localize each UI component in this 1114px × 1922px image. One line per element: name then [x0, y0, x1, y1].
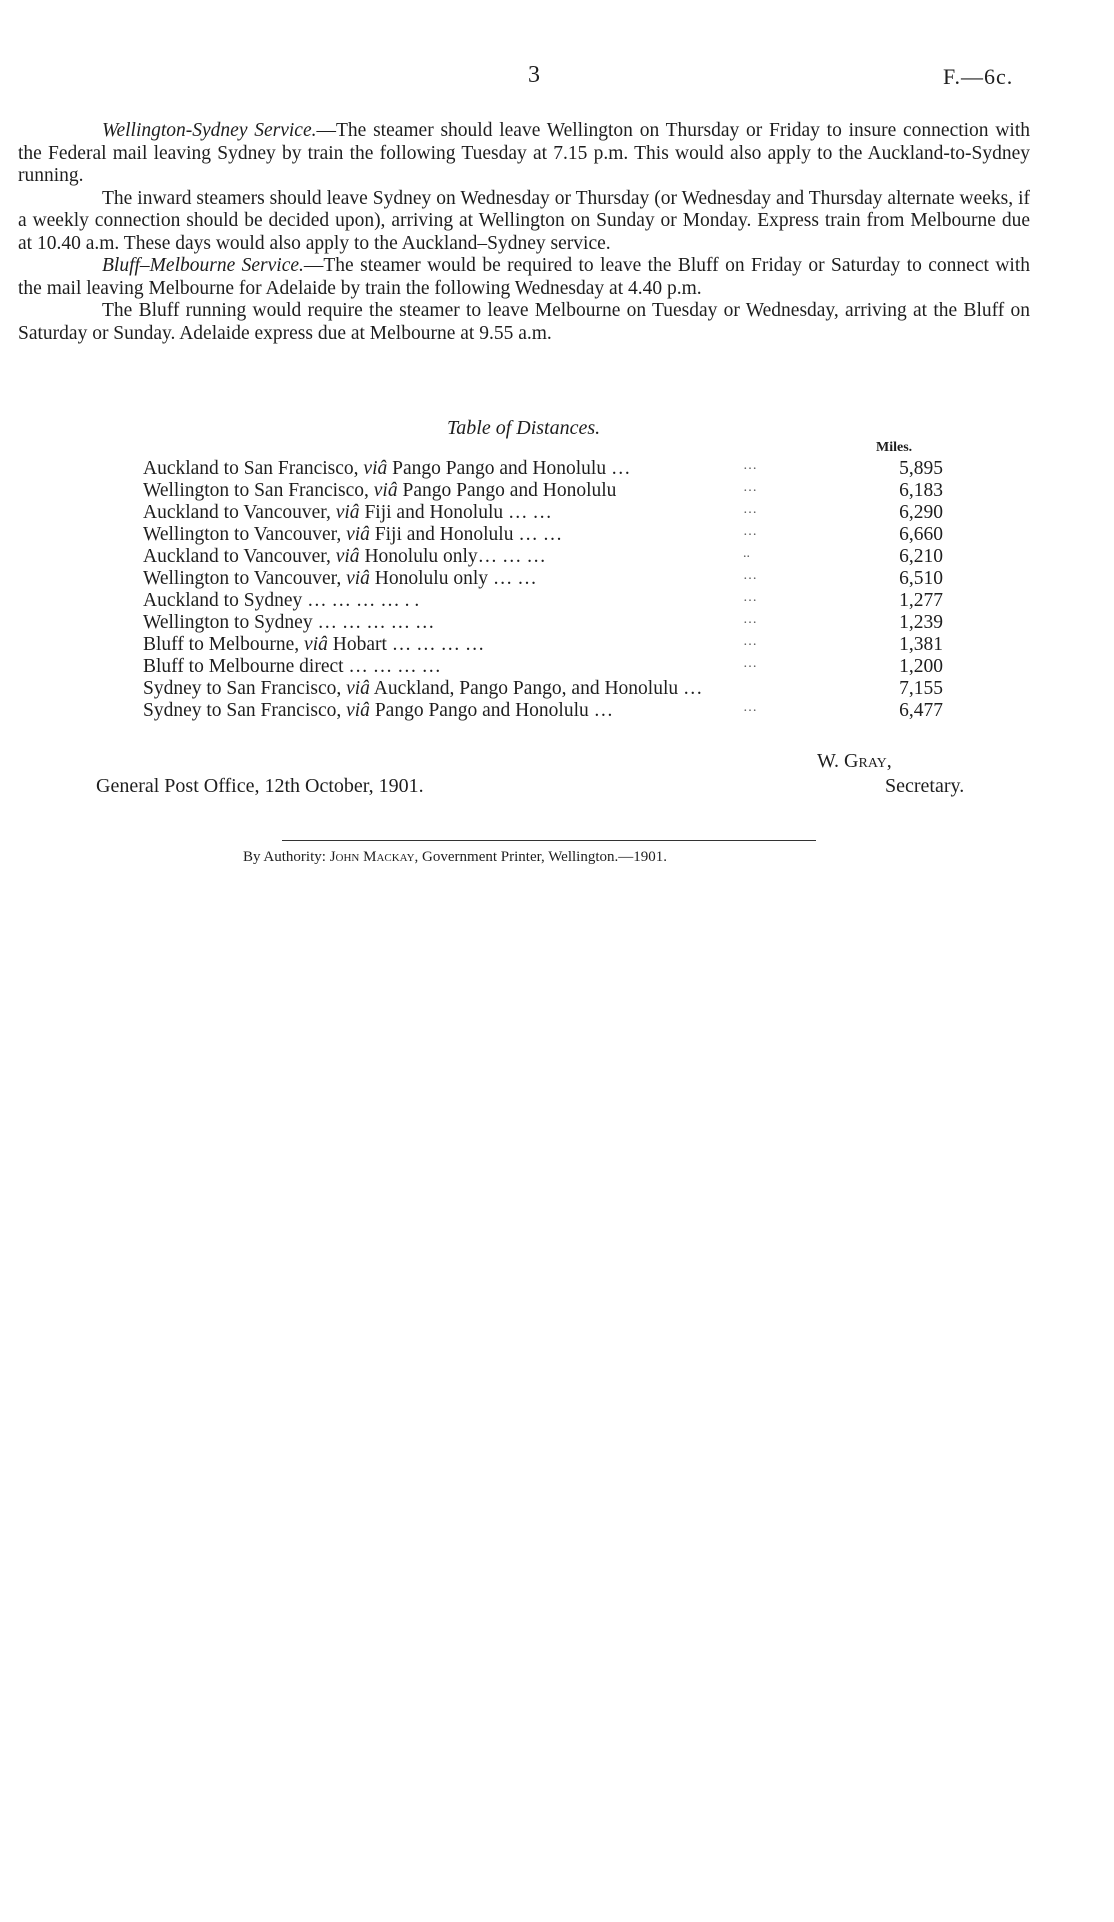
route-text: Wellington to Sydney … … … … …: [143, 612, 435, 633]
route-via: viâ: [335, 502, 360, 523]
route-label: [143, 678, 703, 700]
leader-dots: …: [743, 458, 757, 473]
route-label: [143, 590, 419, 612]
route-text: Auckland to San Francisco,: [143, 458, 364, 479]
route-text: Sydney to San Francisco,: [143, 678, 347, 699]
route-via: viâ: [363, 458, 388, 479]
route-text: Auckland, Pango Pango, and Honolulu …: [369, 678, 703, 699]
paragraph-bluff-melbourne: [18, 255, 1030, 300]
paragraph-text: —The steamer would be required to leave the Bluff on Friday or Saturday to connect with the mail leaving Melbourne for Adelaide by train the following Wednesday at 4.40 p.m.: [18, 255, 1030, 299]
distance-miles: 5,895: [899, 458, 943, 479]
table-caption: Table of Distances.: [447, 417, 601, 439]
route-label: [143, 546, 546, 568]
leader-dots: …: [743, 634, 757, 649]
imprint-suffix: Government Printer, Wellington.—1901.: [418, 849, 668, 865]
leader-dots: …: [743, 568, 757, 583]
distance-miles: 6,290: [899, 502, 943, 523]
imprint-prefix: By Authority:: [243, 849, 330, 865]
table-row: [143, 656, 943, 678]
distance-miles: 1,277: [899, 590, 943, 611]
route-label: [143, 502, 552, 524]
signatory-title: Secretary.: [885, 775, 965, 797]
route-label: [143, 656, 441, 678]
leader-dots: …: [743, 524, 757, 539]
office-date-line: General Post Office, 12th October, 1901.: [96, 775, 424, 797]
document-reference: F.—6c.: [943, 64, 1014, 89]
signatory-name: [817, 750, 892, 773]
distance-miles: 6,660: [899, 524, 943, 545]
route-text: Sydney to San Francisco,: [143, 700, 347, 721]
route-via: viâ: [346, 700, 370, 721]
distance-miles: 6,510: [899, 568, 943, 589]
imprint-printer: John Mackay,: [329, 849, 419, 865]
leader-dots: …: [743, 480, 757, 495]
route-text: Wellington to Vancouver,: [143, 524, 347, 545]
leader-dots: …: [743, 612, 757, 627]
route-via: viâ: [335, 546, 360, 567]
table-row: [143, 612, 943, 634]
paragraph-bluff-running: [18, 300, 1030, 345]
table-row: [143, 546, 943, 568]
paragraph-wellington-sydney: [18, 120, 1030, 188]
paragraph-inward-steamers: [18, 188, 1030, 256]
route-text: Bluff to Melbourne,: [143, 634, 305, 655]
distance-miles: 6,210: [899, 546, 943, 567]
route-text: Wellington to Vancouver,: [143, 568, 347, 589]
route-label: [143, 568, 537, 590]
route-text: Fiji and Honolulu … …: [369, 524, 563, 545]
paragraph-lead: Bluff–Melbourne Service.: [102, 255, 304, 276]
table-row: [143, 634, 943, 656]
distance-miles: 1,239: [899, 612, 943, 633]
route-text: Pango Pango and Honolulu …: [369, 700, 614, 721]
printer-imprint: [243, 849, 667, 866]
page-number: 3: [528, 62, 540, 88]
distance-miles: 6,183: [899, 480, 943, 501]
route-text: Wellington to San Francisco,: [143, 480, 374, 501]
route-text: Auckland to Vancouver,: [143, 546, 336, 567]
paragraph-text: The inward steamers should leave Sydney on Wednesday or Thursday (or Wednesday and Thursday alternate weeks, if a weekly connection should be decided upon), arriving at Wellington on Sunday or Monday. Express train from Melbourne due at 10.40 a.m. These days would also apply to the Auckland–Sydney service.: [18, 187, 1030, 254]
route-text: Fiji and Honolulu … …: [359, 502, 552, 523]
footer-divider: [282, 840, 816, 841]
leader-dots: …: [743, 700, 757, 715]
route-text: Auckland to Vancouver,: [143, 502, 336, 523]
paragraph-text: The Bluff running would require the steamer to leave Melbourne on Tuesday or Wednesday, arriving at the Bluff on Saturday or Sunday. Adelaide express due at Melbourne at 9.55 a.m.: [18, 300, 1030, 344]
table-row: [143, 524, 943, 546]
route-label: [143, 634, 484, 656]
paragraph-text: —The steamer should leave Wellington on Thursday or Friday to insure connection with the Federal mail leaving Sydney by train the following Tuesday at 7.15 p.m. This would also apply to the Auckland-to-Sydney running.: [18, 120, 1030, 186]
route-text: Pango Pango and Honolulu …: [387, 458, 631, 479]
paragraph-lead: Wellington-Sydney Service.: [102, 120, 317, 141]
route-via: viâ: [304, 634, 328, 655]
distance-miles: 6,477: [899, 700, 943, 721]
route-text: Auckland to Sydney … … … … . .: [143, 590, 420, 611]
route-via: viâ: [346, 568, 370, 589]
route-text: Hobart … … … …: [327, 634, 485, 655]
route-text: Honolulu only … …: [369, 568, 537, 589]
leader-dots: …: [743, 656, 757, 671]
distance-miles: 1,381: [899, 634, 943, 655]
route-label: [143, 524, 562, 546]
route-via: viâ: [373, 480, 398, 501]
leader-dots: …: [743, 502, 757, 517]
route-via: viâ: [346, 678, 370, 699]
route-label: [143, 458, 630, 480]
body-text: [18, 120, 1030, 345]
leader-dots: …: [743, 590, 757, 605]
leader-dots: ..: [743, 546, 750, 561]
route-via: viâ: [346, 524, 370, 545]
table-row: [143, 568, 943, 590]
miles-column-header: Miles.: [876, 440, 913, 455]
distance-miles: 7,155: [899, 678, 943, 699]
route-text: Honolulu only… … …: [359, 546, 546, 567]
table-row: [143, 678, 943, 700]
signatory-name-text: W. Gray,: [817, 750, 892, 772]
distance-miles: 1,200: [899, 656, 943, 677]
table-row: [143, 590, 943, 612]
route-label: [143, 612, 434, 634]
route-text: Pango Pango and Honolulu: [397, 480, 617, 501]
route-label: [143, 480, 616, 502]
table-row: [143, 480, 943, 502]
route-label: [143, 700, 613, 722]
table-row: [143, 700, 943, 722]
route-text: Bluff to Melbourne direct … … … …: [143, 656, 442, 677]
table-row: [143, 502, 943, 524]
table-row: [143, 458, 943, 480]
